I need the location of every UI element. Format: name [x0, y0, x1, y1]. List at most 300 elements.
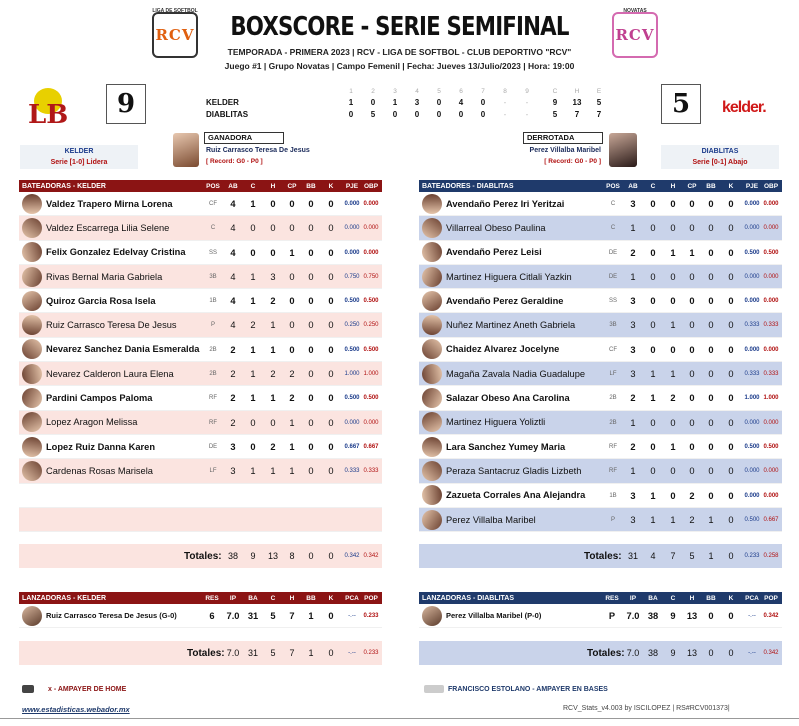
- stat-h: 0: [670, 344, 676, 355]
- stat-cp: 0: [289, 344, 295, 355]
- stat-c: 0: [250, 223, 256, 234]
- stat-pje: 0.667: [344, 443, 360, 450]
- total-k: 0: [328, 648, 334, 659]
- player-name: Villarreal Obeso Paulina: [446, 222, 546, 233]
- column-header: PJE: [345, 182, 359, 190]
- stat-cp: 0: [289, 271, 295, 282]
- stat-h: 0: [670, 490, 676, 501]
- batting-header: [419, 180, 782, 192]
- stat-pos: DE: [608, 249, 618, 256]
- away-pitching-table: [419, 592, 782, 665]
- stat-cp: 1: [289, 441, 295, 452]
- stat-c: 9: [670, 611, 676, 621]
- player-name: Nevarez Sanchez Dania Esmeralda: [46, 344, 200, 355]
- stat-ab: 4: [230, 271, 236, 282]
- stat-pje: 0.000: [744, 201, 760, 207]
- column-header: IP: [229, 594, 237, 602]
- stat-ba: 38: [647, 611, 659, 621]
- page-title: BOXSCORE - SERIE SEMIFINAL: [230, 12, 569, 42]
- stat-pos: 2B: [609, 395, 617, 402]
- player-name: Nuñez Martinez Aneth Gabriela: [446, 320, 576, 331]
- stat-cp: 1: [689, 247, 695, 258]
- player-row[interactable]: [419, 216, 782, 240]
- stat-res: P: [608, 611, 616, 621]
- pitcher-row[interactable]: [419, 604, 782, 628]
- stat-pos: C: [610, 201, 616, 207]
- inning-runs: 4: [458, 98, 464, 107]
- player-row[interactable]: [19, 411, 382, 435]
- column-header: CP: [687, 182, 697, 190]
- league-logo-caption: LIGA DE SOFTBOL: [152, 8, 198, 14]
- stat-pje: 0.000: [344, 249, 360, 256]
- player-avatar: [22, 412, 42, 432]
- stat-k: 0: [728, 417, 734, 428]
- stat-k: 0: [328, 441, 334, 452]
- stat-obp: 0.333: [763, 371, 779, 378]
- stat-c: 1: [650, 514, 656, 525]
- stat-ab: 4: [230, 320, 236, 331]
- total-c: 5: [270, 648, 276, 659]
- player-row[interactable]: [419, 313, 782, 337]
- stat-obp: 0.000: [763, 298, 779, 305]
- rhe-header: C: [552, 88, 558, 95]
- batting-totals: [19, 544, 382, 568]
- player-row[interactable]: [419, 459, 782, 483]
- stat-bb: 0: [308, 344, 314, 355]
- column-header: POP: [364, 594, 378, 602]
- column-header: BB: [306, 594, 316, 602]
- player-row[interactable]: [419, 508, 782, 532]
- stat-obp: 0.667: [363, 443, 379, 450]
- inning-runs: 0: [480, 98, 486, 107]
- stat-cp: 2: [289, 393, 295, 404]
- stat-ab: 3: [230, 441, 236, 452]
- stat-ip: 7.0: [226, 611, 240, 621]
- stat-bb: 1: [708, 514, 714, 525]
- player-name: Lopez Aragon Melissa: [46, 417, 138, 428]
- inning-runs: 0: [370, 98, 376, 107]
- stat-h: 0: [670, 223, 676, 234]
- total-cp: 8: [289, 551, 295, 562]
- rhe-value: 5: [552, 110, 558, 119]
- stat-h: 0: [270, 247, 276, 258]
- stat-cp: 0: [689, 441, 695, 452]
- total-ab: 38: [227, 551, 238, 562]
- rhe-value: 7: [574, 110, 580, 119]
- stat-obp: 0.500: [763, 249, 779, 256]
- stat-ip: 7.0: [626, 611, 640, 621]
- column-header: IP: [629, 594, 637, 602]
- pitching-header: [419, 592, 782, 604]
- player-name: Felix Gonzalez Edelvay Cristina: [46, 247, 186, 258]
- stat-c: 0: [650, 223, 656, 234]
- inning-runs: 3: [414, 98, 420, 107]
- column-header: AB: [628, 182, 638, 190]
- stat-h: 0: [670, 199, 676, 209]
- stat-pje: 0.000: [344, 419, 360, 426]
- total-pje: 0.342: [344, 553, 360, 560]
- stat-pos: LF: [609, 371, 617, 378]
- stat-bb: 0: [708, 247, 714, 258]
- player-row[interactable]: [19, 386, 382, 410]
- stat-bb: 0: [308, 417, 314, 428]
- stat-pos: 1B: [209, 298, 217, 305]
- stat-pje: 0.250: [344, 322, 360, 329]
- stat-k: 0: [728, 320, 734, 331]
- inning-runs: 0: [436, 98, 442, 107]
- stat-k: 0: [328, 223, 334, 234]
- stat-bb: 0: [708, 271, 714, 282]
- stat-h: 1: [270, 466, 276, 477]
- stat-bb: 0: [708, 320, 714, 331]
- stat-pos: P: [610, 516, 615, 523]
- pitcher-row[interactable]: [19, 604, 382, 628]
- player-name: Avendaño Perez Iri Yeritzai: [446, 198, 565, 209]
- column-header: AB: [228, 182, 238, 190]
- total-h: 7: [289, 648, 295, 659]
- player-row[interactable]: [419, 265, 782, 289]
- total-cp: 5: [689, 551, 695, 562]
- stat-pos: 1B: [609, 492, 617, 499]
- stat-obp: 0.000: [363, 201, 379, 207]
- stat-cp: 0: [689, 466, 695, 477]
- player-row[interactable]: [19, 289, 382, 313]
- stat-pje: 0.333: [744, 322, 760, 329]
- stat-pos: C: [610, 225, 616, 232]
- stat-pos: 2B: [209, 371, 217, 378]
- stat-pje: 0.500: [744, 443, 760, 450]
- stat-obp: 0.333: [763, 322, 779, 329]
- stat-obp: 0.000: [763, 273, 779, 280]
- stat-k: 0: [728, 441, 734, 452]
- stat-obp: 0.000: [763, 225, 779, 232]
- stat-ab: 3: [630, 490, 636, 501]
- umpire-bases-icon: [424, 685, 444, 693]
- stat-cp: 1: [289, 247, 295, 258]
- home-series: Serie [1-0] Lidera: [50, 159, 108, 166]
- stat-c: 0: [650, 344, 656, 355]
- stat-k: 0: [328, 344, 334, 355]
- total-ba: 38: [647, 648, 658, 659]
- stat-bb: 0: [708, 369, 714, 380]
- player-name: Quiroz Garcia Rosa Isela: [46, 295, 156, 306]
- home-score: 9: [106, 84, 146, 124]
- stat-bb: 0: [708, 611, 714, 621]
- stat-pje: 0.500: [344, 298, 360, 305]
- stat-pos: 2B: [209, 346, 217, 353]
- stat-cp: 2: [689, 490, 695, 501]
- stat-pje: 0.000: [744, 346, 760, 353]
- player-row[interactable]: [419, 484, 782, 508]
- stat-c: 0: [250, 247, 256, 258]
- stat-ab: 1: [630, 223, 636, 234]
- player-avatar: [22, 242, 42, 262]
- stat-ab: 4: [230, 223, 236, 234]
- home-team-name: KELDER: [64, 148, 94, 155]
- player-row[interactable]: [419, 241, 782, 265]
- stat-cp: 1: [289, 466, 295, 477]
- player-avatar: [422, 315, 442, 335]
- total-h: 7: [670, 551, 676, 562]
- stat-c: 0: [650, 417, 656, 428]
- stat-bb: 0: [308, 369, 314, 380]
- player-row[interactable]: [419, 289, 782, 313]
- stat-k: 0: [328, 417, 334, 428]
- stat-h: 1: [670, 247, 676, 258]
- stat-pje: 0.500: [744, 516, 760, 523]
- stat-pos: DE: [208, 443, 218, 450]
- stat-obp: 0.000: [763, 468, 779, 475]
- stat-cp: 2: [689, 514, 695, 525]
- player-name: Avendaño Perez Leisi: [446, 247, 542, 258]
- stat-obp: 0.000: [363, 225, 379, 232]
- stat-cp: 0: [689, 199, 695, 209]
- stat-c: 1: [650, 490, 656, 501]
- pitcher-avatar: [422, 606, 442, 626]
- player-avatar: [22, 364, 42, 384]
- stat-k: 0: [728, 247, 734, 258]
- player-row[interactable]: [419, 362, 782, 386]
- stat-h: 0: [270, 223, 276, 234]
- linescore-team: DIABLITAS: [206, 110, 249, 119]
- stat-k: 0: [728, 514, 734, 525]
- total-pca: -.--: [348, 650, 356, 657]
- stat-pje: 0.333: [344, 468, 360, 475]
- total-bb: 1: [308, 648, 314, 659]
- stat-c: 2: [250, 320, 256, 331]
- stat-cp: 0: [689, 296, 695, 307]
- stat-bb: 0: [308, 320, 314, 331]
- stat-pje: 1.000: [744, 395, 760, 402]
- stat-pos: SS: [608, 298, 617, 305]
- stat-h: 0: [670, 296, 676, 307]
- inning-header: 8: [503, 88, 507, 95]
- stat-pos: RF: [209, 395, 217, 402]
- stat-obp: 0.500: [763, 443, 779, 450]
- total-h: 13: [686, 648, 697, 659]
- stat-obp: 0.500: [363, 346, 379, 353]
- rhe-value: 13: [572, 98, 582, 107]
- stat-pje: 0.000: [744, 419, 760, 426]
- player-row[interactable]: [19, 362, 382, 386]
- totals-label: Totales:: [187, 648, 225, 660]
- umpire-bases: FRANCISCO ESTOLANO - AMPAYER EN BASES: [448, 686, 608, 693]
- stat-h: 7: [289, 611, 295, 621]
- rhe-header: H: [574, 88, 580, 95]
- stat-cp: 0: [689, 393, 695, 404]
- total-k: 0: [728, 551, 734, 562]
- away-series: Serie [0-1] Abajo: [692, 159, 748, 166]
- stat-obp: 0.333: [363, 468, 379, 475]
- column-header: OBP: [763, 182, 779, 190]
- stat-h: 2: [670, 393, 676, 404]
- stat-pop: 0.342: [763, 613, 779, 619]
- player-name: Valdez Escarrega Lilia Selene: [46, 222, 170, 233]
- stat-h: 1: [670, 369, 676, 380]
- stat-pje: 0.000: [744, 225, 760, 232]
- stat-k: 0: [728, 296, 734, 307]
- stat-bb: 0: [708, 223, 714, 234]
- stat-k: 0: [328, 320, 334, 331]
- stat-ab: 1: [630, 466, 636, 477]
- stat-c: 0: [250, 441, 256, 452]
- player-avatar: [422, 485, 442, 505]
- player-row[interactable]: [19, 338, 382, 362]
- stat-pje: 0.750: [344, 273, 360, 280]
- inning-header: 9: [525, 88, 529, 95]
- player-row[interactable]: [419, 192, 782, 216]
- inning-header: 3: [393, 88, 397, 95]
- pitching-totals: [419, 641, 782, 665]
- stat-obp: 0.000: [763, 201, 779, 207]
- stat-obp: 0.000: [763, 492, 779, 499]
- stat-bb: 0: [308, 296, 314, 307]
- stat-ab: 2: [230, 393, 236, 404]
- inning-runs: -: [525, 110, 529, 119]
- stat-c: 1: [250, 466, 256, 477]
- linescore: [0, 0, 799, 130]
- stat-obp: 0.750: [363, 273, 379, 280]
- player-name: Lara Sanchez Yumey Maria: [446, 441, 566, 452]
- stat-obp: 0.000: [763, 419, 779, 426]
- stat-pos: RF: [609, 443, 617, 450]
- stat-k: 0: [328, 611, 334, 621]
- player-row[interactable]: [419, 411, 782, 435]
- website-link[interactable]: www.estadisticas.webador.mx: [22, 705, 130, 714]
- total-pop: 0.342: [763, 650, 779, 657]
- stat-obp: 0.250: [363, 322, 379, 329]
- stat-c: 0: [650, 296, 656, 307]
- column-header: PCA: [745, 594, 759, 602]
- stat-pos: RF: [609, 468, 617, 475]
- umpire-home-icon: [22, 685, 34, 693]
- player-name: Martinez Higuera Citlali Yazkin: [446, 271, 572, 282]
- stat-pos: C: [210, 225, 216, 232]
- total-ip: 7.0: [226, 648, 240, 659]
- stat-k: 0: [328, 369, 334, 380]
- stat-obp: 1.000: [363, 371, 379, 378]
- stat-c: 0: [650, 466, 656, 477]
- total-bb: 1: [708, 551, 714, 562]
- player-row[interactable]: [19, 459, 382, 483]
- inning-header: 7: [481, 88, 485, 95]
- stat-obp: 0.000: [763, 346, 779, 353]
- stat-k: 0: [728, 344, 734, 355]
- stat-pje: 0.000: [344, 225, 360, 232]
- stat-c: 0: [250, 417, 256, 428]
- rhe-value: 9: [552, 98, 558, 107]
- home-pitching-table: [19, 592, 382, 665]
- stat-c: 0: [650, 199, 656, 209]
- stat-obp: 0.000: [363, 249, 379, 256]
- player-avatar: [422, 461, 442, 481]
- pitching-header: [19, 592, 382, 604]
- column-header: RES: [605, 594, 619, 602]
- stat-pos: CF: [609, 346, 617, 353]
- stat-bb: 0: [708, 466, 714, 477]
- column-header: CP: [287, 182, 297, 190]
- stat-bb: 0: [308, 441, 314, 452]
- stat-h: 1: [670, 320, 676, 331]
- player-row[interactable]: [19, 313, 382, 337]
- home-batting-table: [19, 180, 382, 568]
- total-bb: 0: [708, 648, 714, 659]
- stat-bb: 0: [308, 271, 314, 282]
- player-row[interactable]: [419, 386, 782, 410]
- stat-h: 13: [686, 611, 698, 621]
- stat-h: 2: [270, 441, 276, 452]
- player-name: Magaña Zavala Nadia Guadalupe: [446, 368, 586, 379]
- stat-res: 6: [209, 611, 215, 621]
- stat-k: 0: [728, 393, 734, 404]
- column-header: H: [670, 182, 676, 190]
- player-avatar: [422, 364, 442, 384]
- column-header: C: [270, 594, 276, 602]
- stat-ab: 3: [630, 320, 636, 331]
- stat-bb: 0: [308, 199, 314, 209]
- player-name: Chaidez Alvarez Jocelyne: [446, 344, 560, 355]
- stat-k: 0: [728, 223, 734, 234]
- division-logo-text: RCV: [615, 26, 655, 44]
- player-row[interactable]: [419, 435, 782, 459]
- column-header: OBP: [363, 182, 379, 190]
- player-row[interactable]: [419, 338, 782, 362]
- stat-ab: 1: [630, 271, 636, 282]
- inning-header: 2: [371, 88, 375, 95]
- stat-ab: 3: [630, 199, 636, 209]
- column-header: C: [250, 182, 256, 190]
- away-team-box: [661, 145, 779, 169]
- player-row[interactable]: [19, 216, 382, 240]
- stat-ab: 4: [230, 247, 236, 258]
- stat-k: 0: [728, 490, 734, 501]
- away-team-name: DIABLITAS: [701, 148, 739, 155]
- stat-bb: 0: [708, 393, 714, 404]
- player-row[interactable]: [19, 241, 382, 265]
- rhe-value: 7: [596, 110, 602, 119]
- stat-bb: 0: [708, 296, 714, 307]
- player-name: Pardini Campos Paloma: [46, 393, 153, 404]
- stat-h: 0: [270, 199, 276, 209]
- player-avatar: [422, 291, 442, 311]
- inning-runs: 0: [348, 110, 354, 119]
- pitching-totals: [19, 641, 382, 665]
- stat-h: 1: [270, 344, 276, 355]
- player-avatar: [422, 218, 442, 238]
- column-header: BA: [648, 594, 658, 602]
- stat-bb: 0: [708, 490, 714, 501]
- stat-c: 0: [650, 320, 656, 331]
- column-header: BB: [706, 182, 716, 190]
- player-name: Perez Villalba Maribel: [446, 514, 536, 525]
- stat-pca: -.--: [748, 613, 756, 619]
- player-row[interactable]: [19, 435, 382, 459]
- batting-title: BATEADORES - DIABLITAS: [422, 182, 514, 190]
- player-row[interactable]: [19, 192, 382, 216]
- total-ab: 31: [627, 551, 638, 562]
- column-header: H: [689, 594, 695, 602]
- batting-totals: [419, 544, 782, 568]
- stat-ab: 2: [630, 441, 636, 452]
- loser-record: [ Record: G0 - P0 ]: [544, 158, 601, 165]
- total-ip: 7.0: [626, 648, 640, 659]
- stat-bb: 1: [308, 611, 314, 621]
- inning-runs: -: [503, 98, 507, 107]
- player-avatar: [422, 339, 442, 359]
- home-team-box: [20, 145, 138, 169]
- player-row[interactable]: [19, 265, 382, 289]
- stat-c: 1: [250, 271, 256, 282]
